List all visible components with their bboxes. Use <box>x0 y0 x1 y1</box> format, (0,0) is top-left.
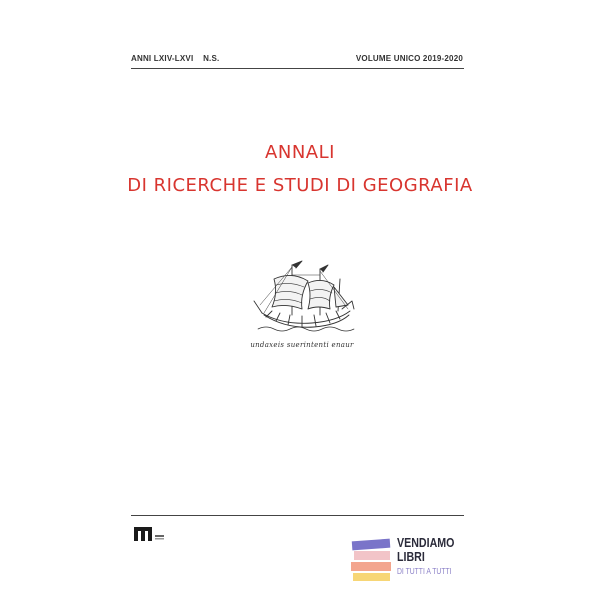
book-stack-icon <box>350 536 394 582</box>
seller-logo <box>350 536 480 586</box>
seller-name-line-2: LIBRI <box>397 549 425 564</box>
bottom-divider <box>131 515 464 516</box>
top-divider <box>131 68 464 69</box>
header-years: ANNI LXIV-LXVI <box>131 54 194 63</box>
seller-tagline: DI TUTTI A TUTTI <box>397 567 452 576</box>
title-line-2: DI RICERCHE E STUDI DI GEOGRAFIA <box>127 175 473 196</box>
seller-text <box>397 536 487 578</box>
publisher-m-logo-icon <box>133 525 173 543</box>
journal-title <box>80 140 520 198</box>
header-years-series <box>131 54 219 63</box>
emblem-motto: undaxeis suerintenti enaur <box>250 341 354 349</box>
caravel-ship-icon <box>252 255 362 335</box>
header-series: N.S. <box>203 54 220 63</box>
header-meta <box>131 54 463 68</box>
header-volume: VOLUME UNICO 2019-2020 <box>355 54 463 63</box>
title-line-1: ANNALI <box>265 142 335 163</box>
seller-name-line-1: VENDIAMO <box>397 535 455 550</box>
